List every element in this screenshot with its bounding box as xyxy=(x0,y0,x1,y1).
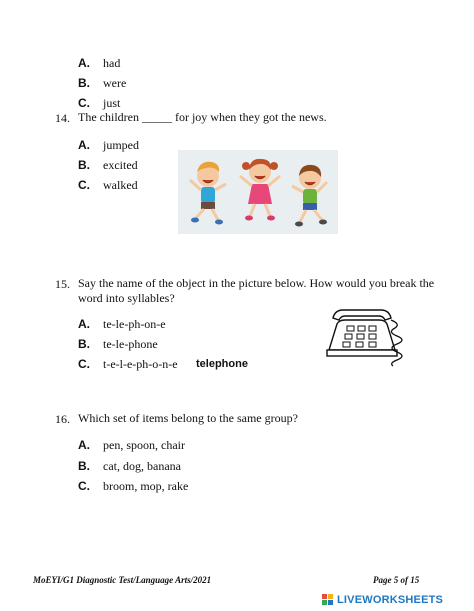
liveworksheets-logo-text: LIVEWORKSHEETS xyxy=(337,594,444,606)
q14-number: 14. xyxy=(55,111,70,125)
q13-option-a-text: had xyxy=(103,56,121,70)
q16-option-a-text: pen, spoon, chair xyxy=(103,438,185,452)
q16-number: 16. xyxy=(55,412,70,426)
q15-option-b-letter: B. xyxy=(78,337,90,351)
q14-option-a-text: jumped xyxy=(103,138,139,152)
q13-option-a-letter: A. xyxy=(78,56,90,70)
q15-answer-text[interactable]: telephone xyxy=(196,358,248,370)
q15-option-b-text: te-le-phone xyxy=(103,337,158,351)
q14-option-a-letter: A. xyxy=(78,138,90,152)
q15-number: 15. xyxy=(55,277,70,291)
q14-option-c-letter: C. xyxy=(78,178,90,192)
q16-option-c-letter: C. xyxy=(78,479,90,493)
q15-text-line1: Say the name of the object in the picture below. How would you break the xyxy=(78,276,435,290)
jumping-children-icon xyxy=(178,150,338,234)
q14-option-b-letter: B. xyxy=(78,158,90,172)
q16-option-b-text: cat, dog, banana xyxy=(103,459,181,473)
q13-option-b-text: were xyxy=(103,76,127,90)
q13-option-c-letter: C. xyxy=(78,96,90,110)
footer-left-text: MoEYI/G1 Diagnostic Test/Language Arts/2021 xyxy=(33,575,212,585)
jumping-children-illustration xyxy=(178,150,338,234)
q13-option-b-letter: B. xyxy=(78,76,90,90)
q13-option-c-text: just xyxy=(103,96,121,110)
q16-option-a-letter: A. xyxy=(78,438,90,452)
q14-option-b-text: excited xyxy=(103,158,138,172)
liveworksheets-logo[interactable] xyxy=(322,592,443,608)
telephone-icon xyxy=(323,306,407,368)
footer-page-number: Page 5 of 15 xyxy=(373,575,420,585)
q15-text-line2: word into syllables? xyxy=(78,291,175,305)
q14-text: The children _____ for joy when they got the news. xyxy=(78,110,327,124)
q15-option-c-letter: C. xyxy=(78,357,90,371)
q16-text: Which set of items belong to the same group? xyxy=(78,411,298,425)
q16-option-c-text: broom, mop, rake xyxy=(103,479,189,493)
q15-option-a-letter: A. xyxy=(78,317,90,331)
q16-option-b-letter: B. xyxy=(78,459,90,473)
q15-option-c-text: t-e-l-e-ph-o-n-e xyxy=(103,357,178,371)
q15-option-a-text: te-le-ph-on-e xyxy=(103,317,166,331)
liveworksheets-logo-icon xyxy=(322,594,334,606)
q14-option-c-text: walked xyxy=(103,178,138,192)
